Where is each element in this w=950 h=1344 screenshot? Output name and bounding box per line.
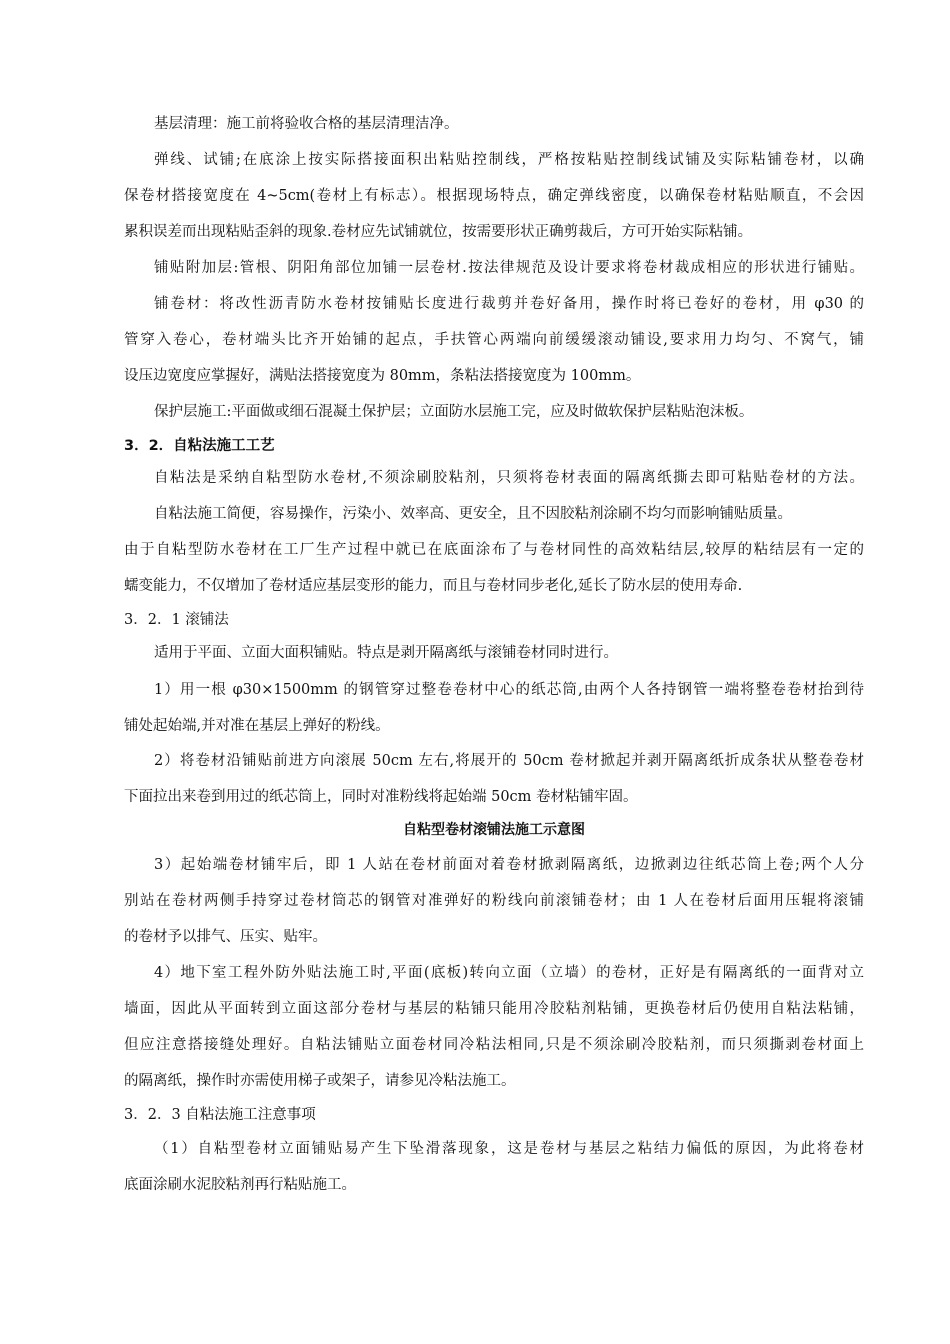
- paragraph-line: 累积误差而出现粘贴歪斜的现象.卷材应先试铺就位，按需要形状正确剪裁后，方可开始实际粘铺。: [124, 224, 753, 240]
- paragraph-line: 3）起始端卷材铺牢后，即 1 人站在卷材前面对着卷材掀剥隔离纸，边掀剥边往纸芯筒上卷;两个人分: [154, 857, 864, 873]
- paragraph-line: 铺卷材：将改性沥青防水卷材按铺贴长度进行裁剪并卷好备用，操作时将已卷好的卷材，用 φ30 的: [154, 296, 864, 312]
- paragraph-line: 自粘法施工简便，容易操作，污染小、效率高、更安全，且不因胶粘剂涂刷不均匀而影响铺贴质量。: [154, 506, 792, 522]
- paragraph-line: 适用于平面、立面大面积铺贴。特点是剥开隔离纸与滚铺卷材同时进行。: [154, 645, 618, 661]
- paragraph-line: 1）用一根 φ30×1500mm 的钢管穿过整卷卷材中心的纸芯筒,由两个人各持钢管一端将整卷卷材抬到待: [154, 682, 864, 698]
- paragraph-line: （1）自粘型卷材立面铺贴易产生下坠滑落现象，这是卷材与基层之粘结力偏低的原因，为此将卷材: [154, 1141, 864, 1157]
- paragraph-line: 下面拉出来卷到用过的纸芯筒上，同时对准粉线将起始端 50cm 卷材粘铺牢固。: [124, 789, 638, 805]
- paragraph-line: 设压边宽度应掌握好，满贴法搭接宽度为 80mm，条粘法搭接宽度为 100mm。: [124, 368, 641, 384]
- paragraph-line: 的隔离纸，操作时亦需使用梯子或架子，请参见冷粘法施工。: [124, 1073, 516, 1089]
- paragraph-line: 别站在卷材两侧手持穿过卷材筒芯的钢管对准弹好的粉线向前滚铺卷材；由 1 人在卷材后面用压辊将滚铺: [124, 893, 864, 909]
- paragraph-line: 保卷材搭接宽度在 4~5cm(卷材上有标志）。根据现场特点，确定弹线密度，以确保卷材粘贴顺直，不会因: [124, 188, 864, 204]
- figure-caption: 自粘型卷材滚铺法施工示意图: [403, 822, 585, 838]
- paragraph-line: 弹线、试铺;在底涂上按实际搭接面积出粘贴控制线，严格按粘贴控制线试铺及实际粘铺卷材，以确: [154, 152, 864, 168]
- subsection-heading: 3．2．1 滚铺法: [124, 612, 229, 628]
- paragraph-line: 蠕变能力，不仅增加了卷材适应基层变形的能力，而且与卷材同步老化,延长了防水层的使用寿命.: [124, 578, 743, 594]
- paragraph-line: 管穿入卷心，卷材端头比齐开始铺的起点，手扶管心两端向前缓缓滚动铺设,要求用力均匀、不窝气，铺: [124, 332, 864, 348]
- paragraph-line: 底面涂刷水泥胶粘剂再行粘贴施工。: [124, 1177, 356, 1193]
- section-heading: 3．2．自粘法施工工艺: [124, 438, 275, 454]
- paragraph-line: 保护层施工:平面做或细石混凝土保护层；立面防水层施工完，应及时做软保护层粘贴泡沫板。: [154, 404, 754, 420]
- paragraph-line: 4）地下室工程外防外贴法施工时,平面(底板)转向立面（立墙）的卷材，正好是有隔离纸的一面背对立: [154, 965, 864, 981]
- paragraph-line: 墙面，因此从平面转到立面这部分卷材与基层的粘铺只能用冷胶粘剂粘铺，更换卷材后仍使用自粘法粘铺，: [124, 1001, 864, 1017]
- paragraph-line: 铺处起始端,并对准在基层上弹好的粉线。: [124, 718, 390, 734]
- paragraph-line: 铺贴附加层:管根、阴阳角部位加铺一层卷材.按法律规范及设计要求将卷材裁成相应的形状进行铺贴。: [154, 260, 864, 276]
- paragraph-line: 但应注意搭接缝处理好。自粘法铺贴立面卷材同冷粘法相同,只是不须涂刷冷胶粘剂，而只须撕剥卷材面上: [124, 1037, 864, 1053]
- paragraph-line: 自粘法是采纳自粘型防水卷材,不须涂刷胶粘剂，只须将卷材表面的隔离纸撕去即可粘贴卷材的方法。: [154, 470, 864, 486]
- paragraph-line: 基层清理：施工前将验收合格的基层清理洁净。: [154, 116, 459, 132]
- paragraph-line: 2）将卷材沿铺贴前进方向滚展 50cm 左右,将展开的 50cm 卷材掀起并剥开隔离纸折成条状从整卷卷材: [154, 753, 864, 769]
- subsection-heading: 3．2．3 自粘法施工注意事项: [124, 1107, 316, 1123]
- paragraph-line: 由于自粘型防水卷材在工厂生产过程中就已在底面涂布了与卷材同性的高效粘结层,较厚的粘结层有一定的: [124, 542, 864, 558]
- paragraph-line: 的卷材予以排气、压实、贴牢。: [124, 929, 327, 945]
